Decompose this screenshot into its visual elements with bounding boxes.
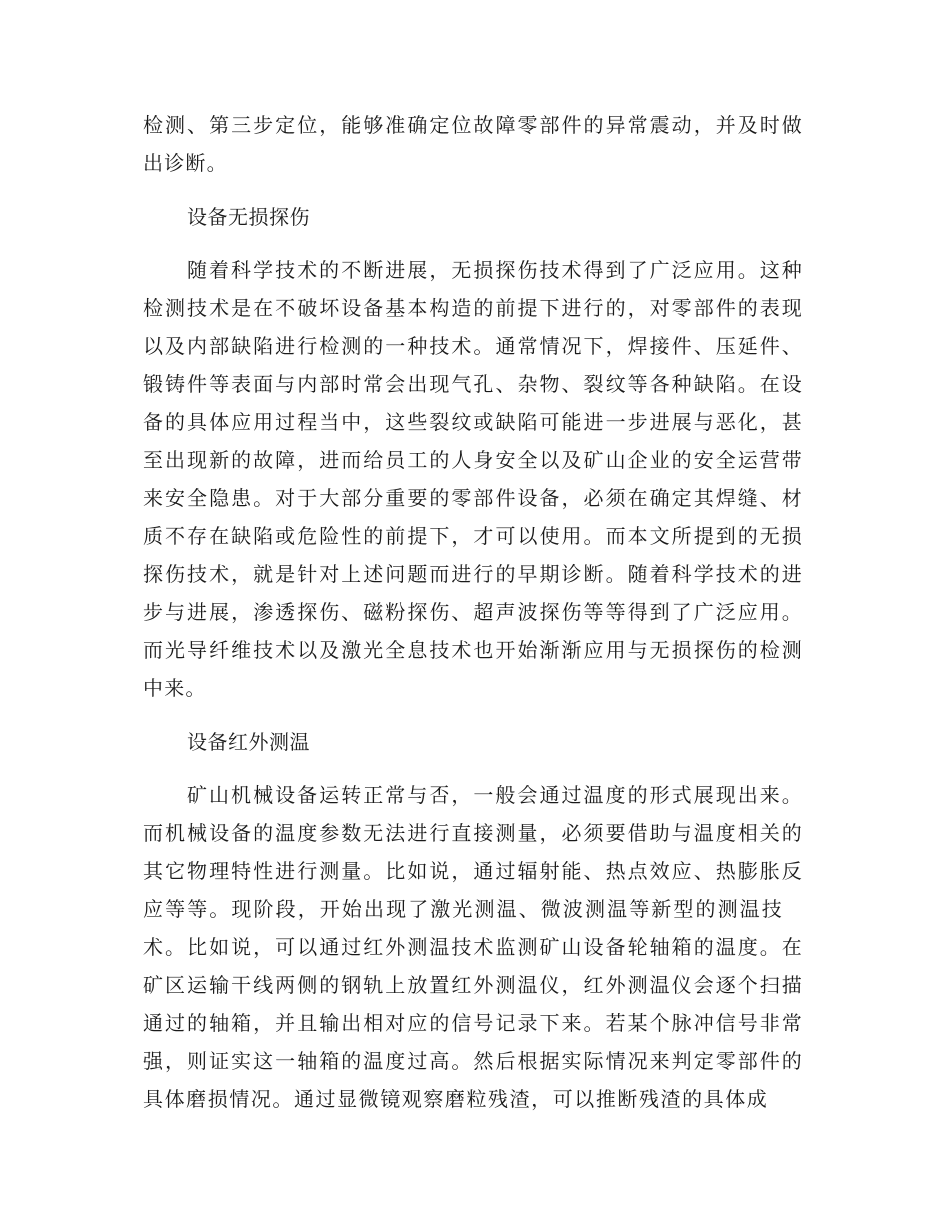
paragraph-2-line-3: 以及内部缺陷进行检测的一种技术。通常情况下，焊接件、压延件、 — [143, 334, 803, 358]
paragraph-2-line-5: 备的具体应用过程当中，这些裂纹或缺陷可能进一步进展与恶化，甚 — [143, 410, 803, 434]
paragraph-1-line-1: 检测、第三步定位，能够准确定位故障零部件的异常震动，并及时做 — [143, 113, 803, 137]
paragraph-3-line-1: 矿山机械设备运转正常与否，一般会通过温度的形式展现出来。 — [187, 783, 803, 807]
paragraph-3-line-2: 而机械设备的温度参数无法进行直接测量，必须要借助与温度相关的 — [143, 821, 803, 845]
paragraph-3-line-4: 应等等。现阶段，开始出现了激光测温、微波测温等新型的测温技 — [143, 897, 783, 921]
paragraph-2-line-2: 检测技术是在不破坏设备基本构造的前提下进行的，对零部件的表现 — [143, 296, 803, 320]
paragraph-3-line-7: 通过的轴箱，并且输出相对应的信号记录下来。若某个脉冲信号非常 — [143, 1011, 803, 1035]
paragraph-2-line-10: 步与进展，渗透探伤、磁粉探伤、超声波探伤等等得到了广泛应用。 — [143, 600, 803, 624]
paragraph-2-line-12: 中来。 — [143, 676, 207, 700]
paragraph-3-line-5: 术。比如说，可以通过红外测温技术监测矿山设备轮轴箱的温度。在 — [143, 935, 803, 959]
paragraph-3-line-3: 其它物理特性进行测量。比如说，通过辐射能、热点效应、热膨胀反 — [143, 859, 803, 883]
paragraph-3-line-9: 具体磨损情况。通过显微镜观察磨粒残渣，可以推断残渣的具体成 — [143, 1087, 768, 1111]
section-heading-ndt: 设备无损探伤 — [187, 205, 310, 229]
paragraph-2-line-11: 而光导纤维技术以及激光全息技术也开始渐渐应用与无损探伤的检测 — [143, 638, 803, 662]
paragraph-1-line-2: 出诊断。 — [143, 151, 228, 175]
paragraph-2-line-8: 质不存在缺陷或危险性的前提下，才可以使用。而本文所提到的无损 — [143, 524, 803, 548]
paragraph-2-line-9: 探伤技术，就是针对上述问题而进行的早期诊断。随着科学技术的进 — [143, 562, 803, 586]
paragraph-2-line-1: 随着科学技术的不断进展，无损探伤技术得到了广泛应用。这种 — [187, 258, 803, 282]
paragraph-3-line-6: 矿区运输干线两侧的钢轨上放置红外测温仪，红外测温仪会逐个扫描 — [143, 973, 803, 997]
paragraph-3-line-8: 强，则证实这一轴箱的温度过高。然后根据实际情况来判定零部件的 — [143, 1049, 803, 1073]
section-heading-infrared: 设备红外测温 — [187, 730, 310, 754]
paragraph-2-line-7: 来安全隐患。对于大部分重要的零部件设备，必须在确定其焊缝、材 — [143, 486, 803, 510]
paragraph-2-line-6: 至出现新的故障，进而给员工的人身安全以及矿山企业的安全运营带 — [143, 448, 803, 472]
paragraph-2-line-4: 锻铸件等表面与内部时常会出现气孔、杂物、裂纹等各种缺陷。在设 — [143, 372, 803, 396]
